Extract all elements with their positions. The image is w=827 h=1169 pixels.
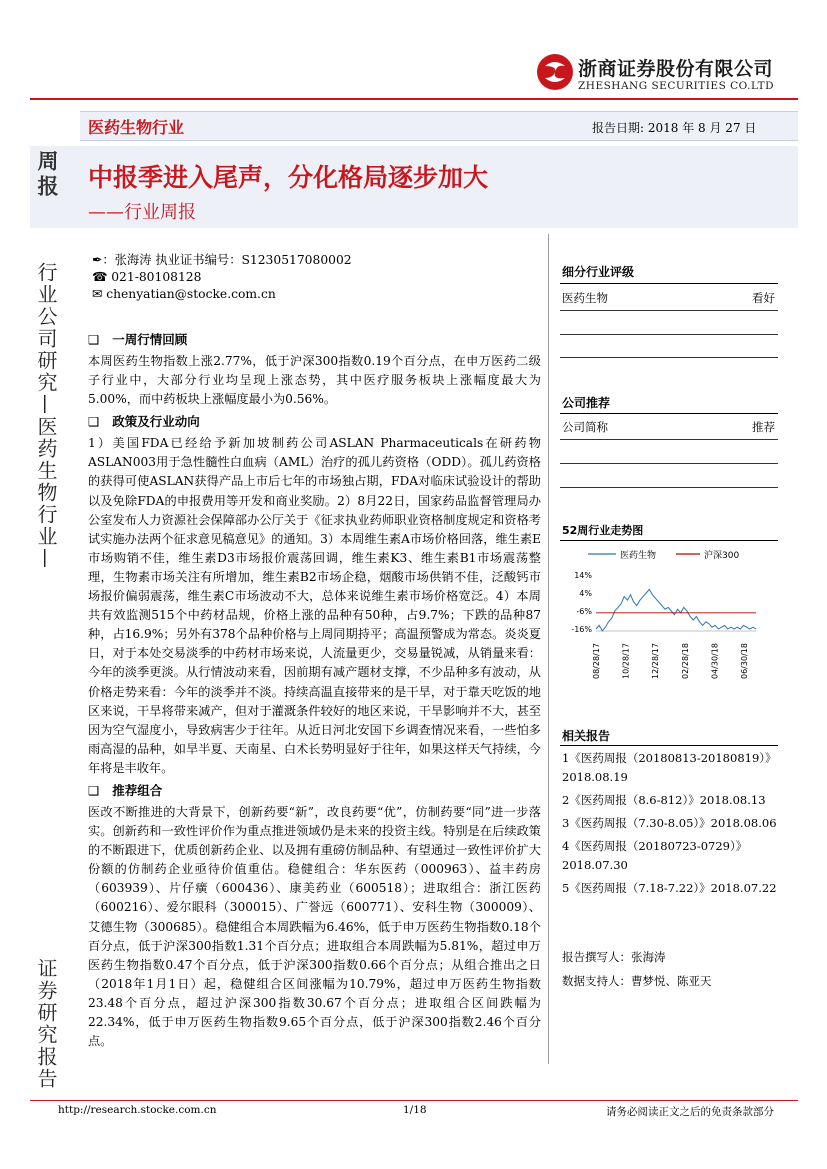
company-col1: 公司简称 [562, 420, 608, 434]
section-policy [88, 412, 541, 778]
section-heading-text: 一周行情回顾 [112, 332, 188, 347]
trend-chart [558, 543, 780, 713]
header-rule [30, 98, 798, 100]
company-rule-top [560, 413, 778, 414]
section-paragraph: 1）美国FDA已经给予新加坡制药公司ASLAN Pharmaceuticals在研药物ASLAN003用于急性髓性白血病（AML）治疗的孤儿药资格（ODD）。孤儿药资格的获得可使ASLAN获得产品上市后七年的市场独占期，FDA对临床试验设计的帮助以及免除FDA的申报费用等开发和商业奖励。2）8月22日，国家药品监督管理局办公室发布人力资源社会保障部办公厅关于《征求执业药师职业资格制度规定和资格考试实施办法两个征求意见稿意见》的通知。3）本周维生素A市场价格回落，维生素E市场购销不佳，维生素D3市场报价震荡回调，维生素K3、维生素B1市场震荡整理，生物素市场关注有所增加，维生素B2市场企稳，烟酸市场供销不佳，泛酸钙市场报价偏弱震荡，维生素C市场波动不大，总体来说维生素市场价格宽泛。4）本周共有效监测515个中药材品规，价格上涨的品种有50种，占9.7%；下跌的品种87种，占16.9%；另外有378个品种价格与上周同期持平；高温预警成为常态。炎炎夏日，对于本处交易淡季的中药材市场来说，人流量更少，交易量锐减，从销量来看：今年的淡季更淡。从行情波动来看，因前期有减产题材支撑，不少品种多有波动，从价格走势来看：今年的淡季并不淡。持续高温直接带来的是干旱，对于靠天吃饭的地区来说，干旱将带来减产，但对于灌溉条件较好的地区来说，干旱影响并不大，甚至因为空气湿度小，导致病害少于往年。从近日河北安国下乡调查情况来看，一些怕多雨高湿的品种，如旱半夏、天南星、白术长势明显好于往年，如果这样天气持续，今年将是丰收年。 [88, 436, 541, 775]
y-tick-label: 14% [574, 571, 592, 580]
section-heading-text: 政策及行业动向 [112, 414, 200, 430]
related-report[interactable]: 1《医药周报（20180813-20180819）》2018.08.19 [562, 751, 777, 784]
related-rule [560, 745, 778, 746]
x-tick-label: 10/28/17 [621, 643, 631, 679]
chart-legend [588, 549, 739, 561]
x-tick-label: 12/28/17 [651, 643, 661, 679]
company-title: 公司推荐 [562, 396, 611, 410]
report-author-name: 张海涛 [631, 950, 666, 964]
section-market-review [88, 330, 541, 409]
footer-page: 1/18 [403, 1104, 427, 1116]
company-col2: 推荐 [752, 420, 775, 434]
chart-rule [560, 540, 778, 541]
rating-rule [560, 310, 778, 311]
section-portfolio [88, 781, 541, 1051]
analyst-email-row [92, 286, 352, 303]
data-support [562, 973, 712, 989]
report-date [592, 119, 756, 136]
x-tick-label: 02/28/18 [680, 643, 690, 679]
logo-icon [535, 52, 575, 92]
checkbox-icon: ❑ [88, 782, 113, 798]
section-heading [88, 330, 541, 348]
chart-title: 52周行业走势图 [562, 524, 644, 537]
rating-rule-top [560, 283, 778, 284]
page-title: 中报季进入尾声，分化格局逐步加大 [88, 163, 489, 192]
company-rule [560, 463, 778, 464]
section-paragraph: 本周医药生物指数上涨2.77%，低于沪深300指数0.19个百分点，在申万医药二级子行业中，大部分行业均呈现上涨态势，其中医疗服务板块上涨幅度最大为5.00%，而中药板块上涨幅度最小为0.56%。 [88, 354, 541, 407]
rating-value: 看好 [752, 291, 775, 305]
section-heading [88, 781, 541, 799]
rating-title: 细分行业评级 [562, 265, 635, 279]
related-title: 相关报告 [562, 729, 611, 743]
x-tick-label: 04/30/18 [710, 643, 720, 679]
main-column [88, 330, 541, 1051]
side-label-research: 行业公司研究—医药生物行业— [34, 262, 58, 570]
analyst-phone: 021-80108128 [111, 270, 202, 284]
page-subtitle: ——行业周报 [88, 202, 196, 223]
rating-rule [560, 357, 778, 358]
related-report[interactable]: 2《医药周报（8.6-812）》2018.08.13 [562, 793, 766, 807]
data-support-names: 曹梦悦、陈亚天 [631, 974, 712, 988]
y-tick-label: -16% [571, 625, 592, 634]
y-tick-label: -6% [576, 607, 592, 616]
section-paragraph: 医改不断推进的大背景下，创新药要“新”，改良药要“优”，仿制药要“同”进一步落实。创新药和一致性评价作为重点推进领域仍是未来的投资主线。特别是在后续政策的不断跟进下，优质创新药企业、以及拥有重磅仿制品种、有望通过一致性评价扩大份额的仿制药企业亟待价值重估。稳健组合：华东医药（000963）、益丰药房（603939）、片仔癀（600436）、康美药业（600518）；进取组合：浙江医药（600216）、爱尔眼科（300015）、广誉远（600771）、安科生物（300009）、艾德生物（300685）。稳健组合本周跌幅为6.46%，低于申万医药生物指数0.18个百分点，低于沪深300指数1.31个百分点；进取组合本周跌幅为5.81%，超过申万医药生物指数0.47个百分点，低于沪深300指数0.66个百分点；从组合推出之日（2018年1月1日）起，稳健组合区间涨幅为10.79%，超过申万医药生物指数23.48个百分点，超过沪深300指数30.67个百分点；进取组合区间跌幅为22.34%，低于申万医药生物指数9.65个百分点，低于沪深300指数2.46个百分点。 [88, 804, 541, 1049]
report-author-label: 报告撰写人： [562, 950, 631, 964]
side-label-securities: 证券研究报告 [34, 958, 58, 1090]
rating-sector: 医药生物 [562, 291, 608, 305]
footer-url[interactable]: http://research.stocke.com.cn [58, 1104, 217, 1116]
side-tag: 周报 [35, 150, 59, 200]
report-date-value: 2018 年 8 月 27 日 [647, 121, 757, 135]
mail-icon: ✉ [92, 287, 107, 301]
analyst-phone-row [92, 269, 352, 286]
y-tick-label: 4% [579, 589, 592, 598]
rating-rule [560, 334, 778, 335]
company-rule [560, 487, 778, 488]
analyst-email[interactable]: chenyatian@stocke.com.cn [106, 287, 276, 301]
checkbox-icon: ❑ [88, 332, 113, 347]
related-list [562, 749, 780, 898]
section-heading [88, 412, 541, 430]
related-report[interactable]: 4《医药周报（20180723-0729）》2018.07.30 [562, 839, 748, 872]
industry-label: 医药生物行业 [88, 118, 185, 137]
company-name-cn: 浙商证券股份有限公司 [578, 58, 774, 80]
company-rule [560, 439, 778, 440]
x-tick-label: 08/28/17 [592, 643, 601, 679]
pen-icon: ✒ [92, 253, 103, 267]
x-tick-label: 06/30/18 [740, 643, 749, 679]
legend-label-pharma: 医药生物 [620, 551, 657, 561]
series-line-pharma [596, 589, 756, 630]
legend-label-hs300: 沪深300 [704, 551, 740, 561]
company-logo [535, 52, 575, 92]
data-support-label: 数据支持人： [562, 974, 631, 988]
section-heading-text: 推荐组合 [112, 782, 163, 798]
related-report[interactable]: 3《医药周报（7.30-8.05）》2018.08.06 [562, 816, 777, 830]
footer-rule [30, 1100, 798, 1101]
report-date-label: 报告日期: [592, 121, 645, 135]
company-name-en: ZHESHANG SECURITIES CO.LTD [578, 80, 775, 92]
column-divider [548, 234, 549, 1064]
footer-disclaimer: 请务必阅读正文之后的免责条款部分 [606, 1106, 774, 1118]
analyst-name-row [92, 252, 352, 269]
phone-icon: ☎ [92, 270, 112, 284]
report-author [562, 949, 666, 965]
checkbox-icon: ❑ [88, 414, 113, 430]
analyst-name: ：张海涛 执业证书编号：S1230517080002 [102, 253, 352, 267]
related-report[interactable]: 5《医药周报（7.18-7.22）》2018.07.22 [562, 881, 777, 895]
analyst-block [92, 252, 352, 303]
